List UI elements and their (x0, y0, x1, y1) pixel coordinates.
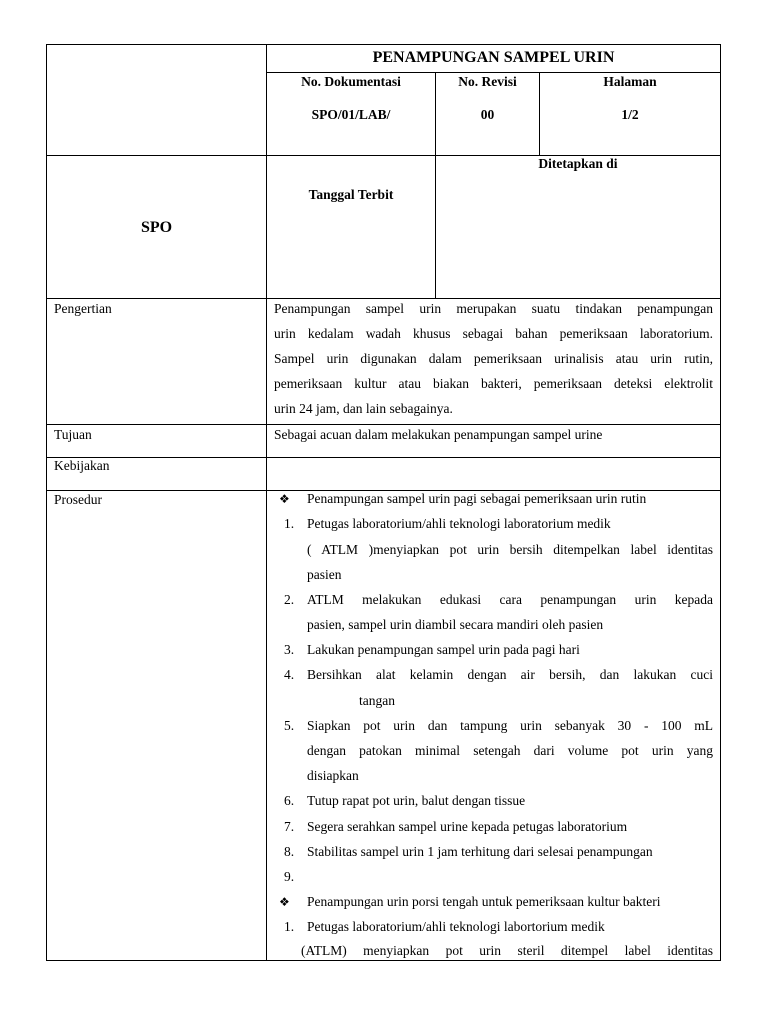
step-number: 1. (284, 919, 295, 934)
pengertian-line: urin kedalam wadah khusus sebagai bahan pemeriksaan laboratorium. (274, 326, 713, 341)
pengertian-label: Pengertian (54, 301, 112, 316)
step-line: Lakukan penampungan sampel urin pada pagi hari (307, 642, 580, 657)
page-value: 1/2 (621, 107, 639, 122)
step-line: (ATLM) menyiapkan pot urin steril ditempel label identitas (301, 943, 713, 958)
step-line: ( ATLM )menyiapkan pot urin bersih ditempelkan label identitas (307, 542, 713, 557)
issue-date-label: Tanggal Terbit (308, 187, 394, 202)
step-line: Petugas laboratorium/ahli teknologi labortorium medik (307, 919, 605, 934)
revision-value: 00 (480, 107, 495, 122)
step-number: 4. (284, 667, 295, 682)
doc-number-value: SPO/01/LAB/ (311, 107, 391, 122)
step-number: 8. (284, 844, 295, 859)
pengertian-bottom-line (46, 424, 721, 425)
step-line: Bersihkan alat kelamin dengan air bersih, dan lakukan cuci (307, 667, 713, 682)
border-right (720, 44, 721, 961)
tujuan-bottom-line (46, 457, 721, 458)
step-number: 6. (284, 793, 295, 808)
step-line: Segera serahkan sampel urine kepada petugas laboratorium (307, 819, 628, 834)
step-line: dengan patokan minimal setengah dari volume pot urin yang (307, 743, 713, 758)
tujuan-label: Tujuan (54, 427, 92, 442)
spo-label: SPO (140, 219, 173, 236)
step-line: pasien, sampel urin diambil secara mandiri oleh pasien (307, 617, 604, 632)
step-number: 3. (284, 642, 295, 657)
step-line: tangan (359, 693, 395, 708)
procedure-section-heading: Penampungan sampel urin pagi sebagai pemeriksaan urin rutin (307, 491, 647, 506)
pengertian-line: Sampel urin digunakan dalam pemeriksaan urinalisis atau urin rutin, (274, 351, 713, 366)
spo-bottom-line (46, 298, 721, 299)
procedure-section-heading: Penampungan urin porsi tengah untuk pemeriksaan kultur bakteri (307, 894, 661, 909)
step-number: 7. (284, 819, 295, 834)
established-label: Ditetapkan di (538, 156, 618, 171)
diamond-bullet-icon: ❖ (279, 895, 290, 909)
border-bottom (46, 960, 721, 961)
diamond-bullet-icon: ❖ (279, 492, 290, 506)
step-line: ATLM melakukan edukasi cara penampungan urin kepada (307, 592, 713, 607)
doc-number-label: No. Dokumentasi (301, 74, 401, 89)
pengertian-line: pemeriksaan kultur atau biakan bakteri, pemeriksaan deteksi elektrolit (274, 376, 713, 391)
document-title: PENAMPUNGAN SAMPEL URIN (372, 49, 615, 66)
step-number: 5. (284, 718, 295, 733)
page-label: Halaman (603, 74, 657, 89)
sop-document (46, 44, 721, 961)
step-number: 9. (284, 869, 295, 884)
step-line: disiapkan (307, 768, 359, 783)
prosedur-label: Prosedur (54, 492, 102, 507)
border-left (46, 44, 47, 961)
kebijakan-label: Kebijakan (54, 458, 110, 473)
border-top (46, 44, 721, 45)
pengertian-line: urin 24 jam, dan lain sebagainya. (274, 401, 453, 416)
step-number: 2. (284, 592, 295, 607)
pengertian-line: Penampungan sampel urin merupakan suatu tindakan penampungan (274, 301, 713, 316)
step-line: Petugas laboratorium/ahli teknologi laboratorium medik (307, 516, 611, 531)
step-line: Tutup rapat pot urin, balut dengan tissue (307, 793, 526, 808)
tujuan-text: Sebagai acuan dalam melakukan penampungan sampel urine (274, 427, 603, 442)
step-line: Siapkan pot urin dan tampung urin sebanyak 30 - 100 mL (307, 718, 713, 733)
step-line: pasien (307, 567, 342, 582)
revision-label: No. Revisi (458, 74, 517, 89)
column-divider (266, 44, 267, 961)
step-number: 1. (284, 516, 295, 531)
step-line: Stabilitas sampel urin 1 jam terhitung dari selesai penampungan (307, 844, 653, 859)
